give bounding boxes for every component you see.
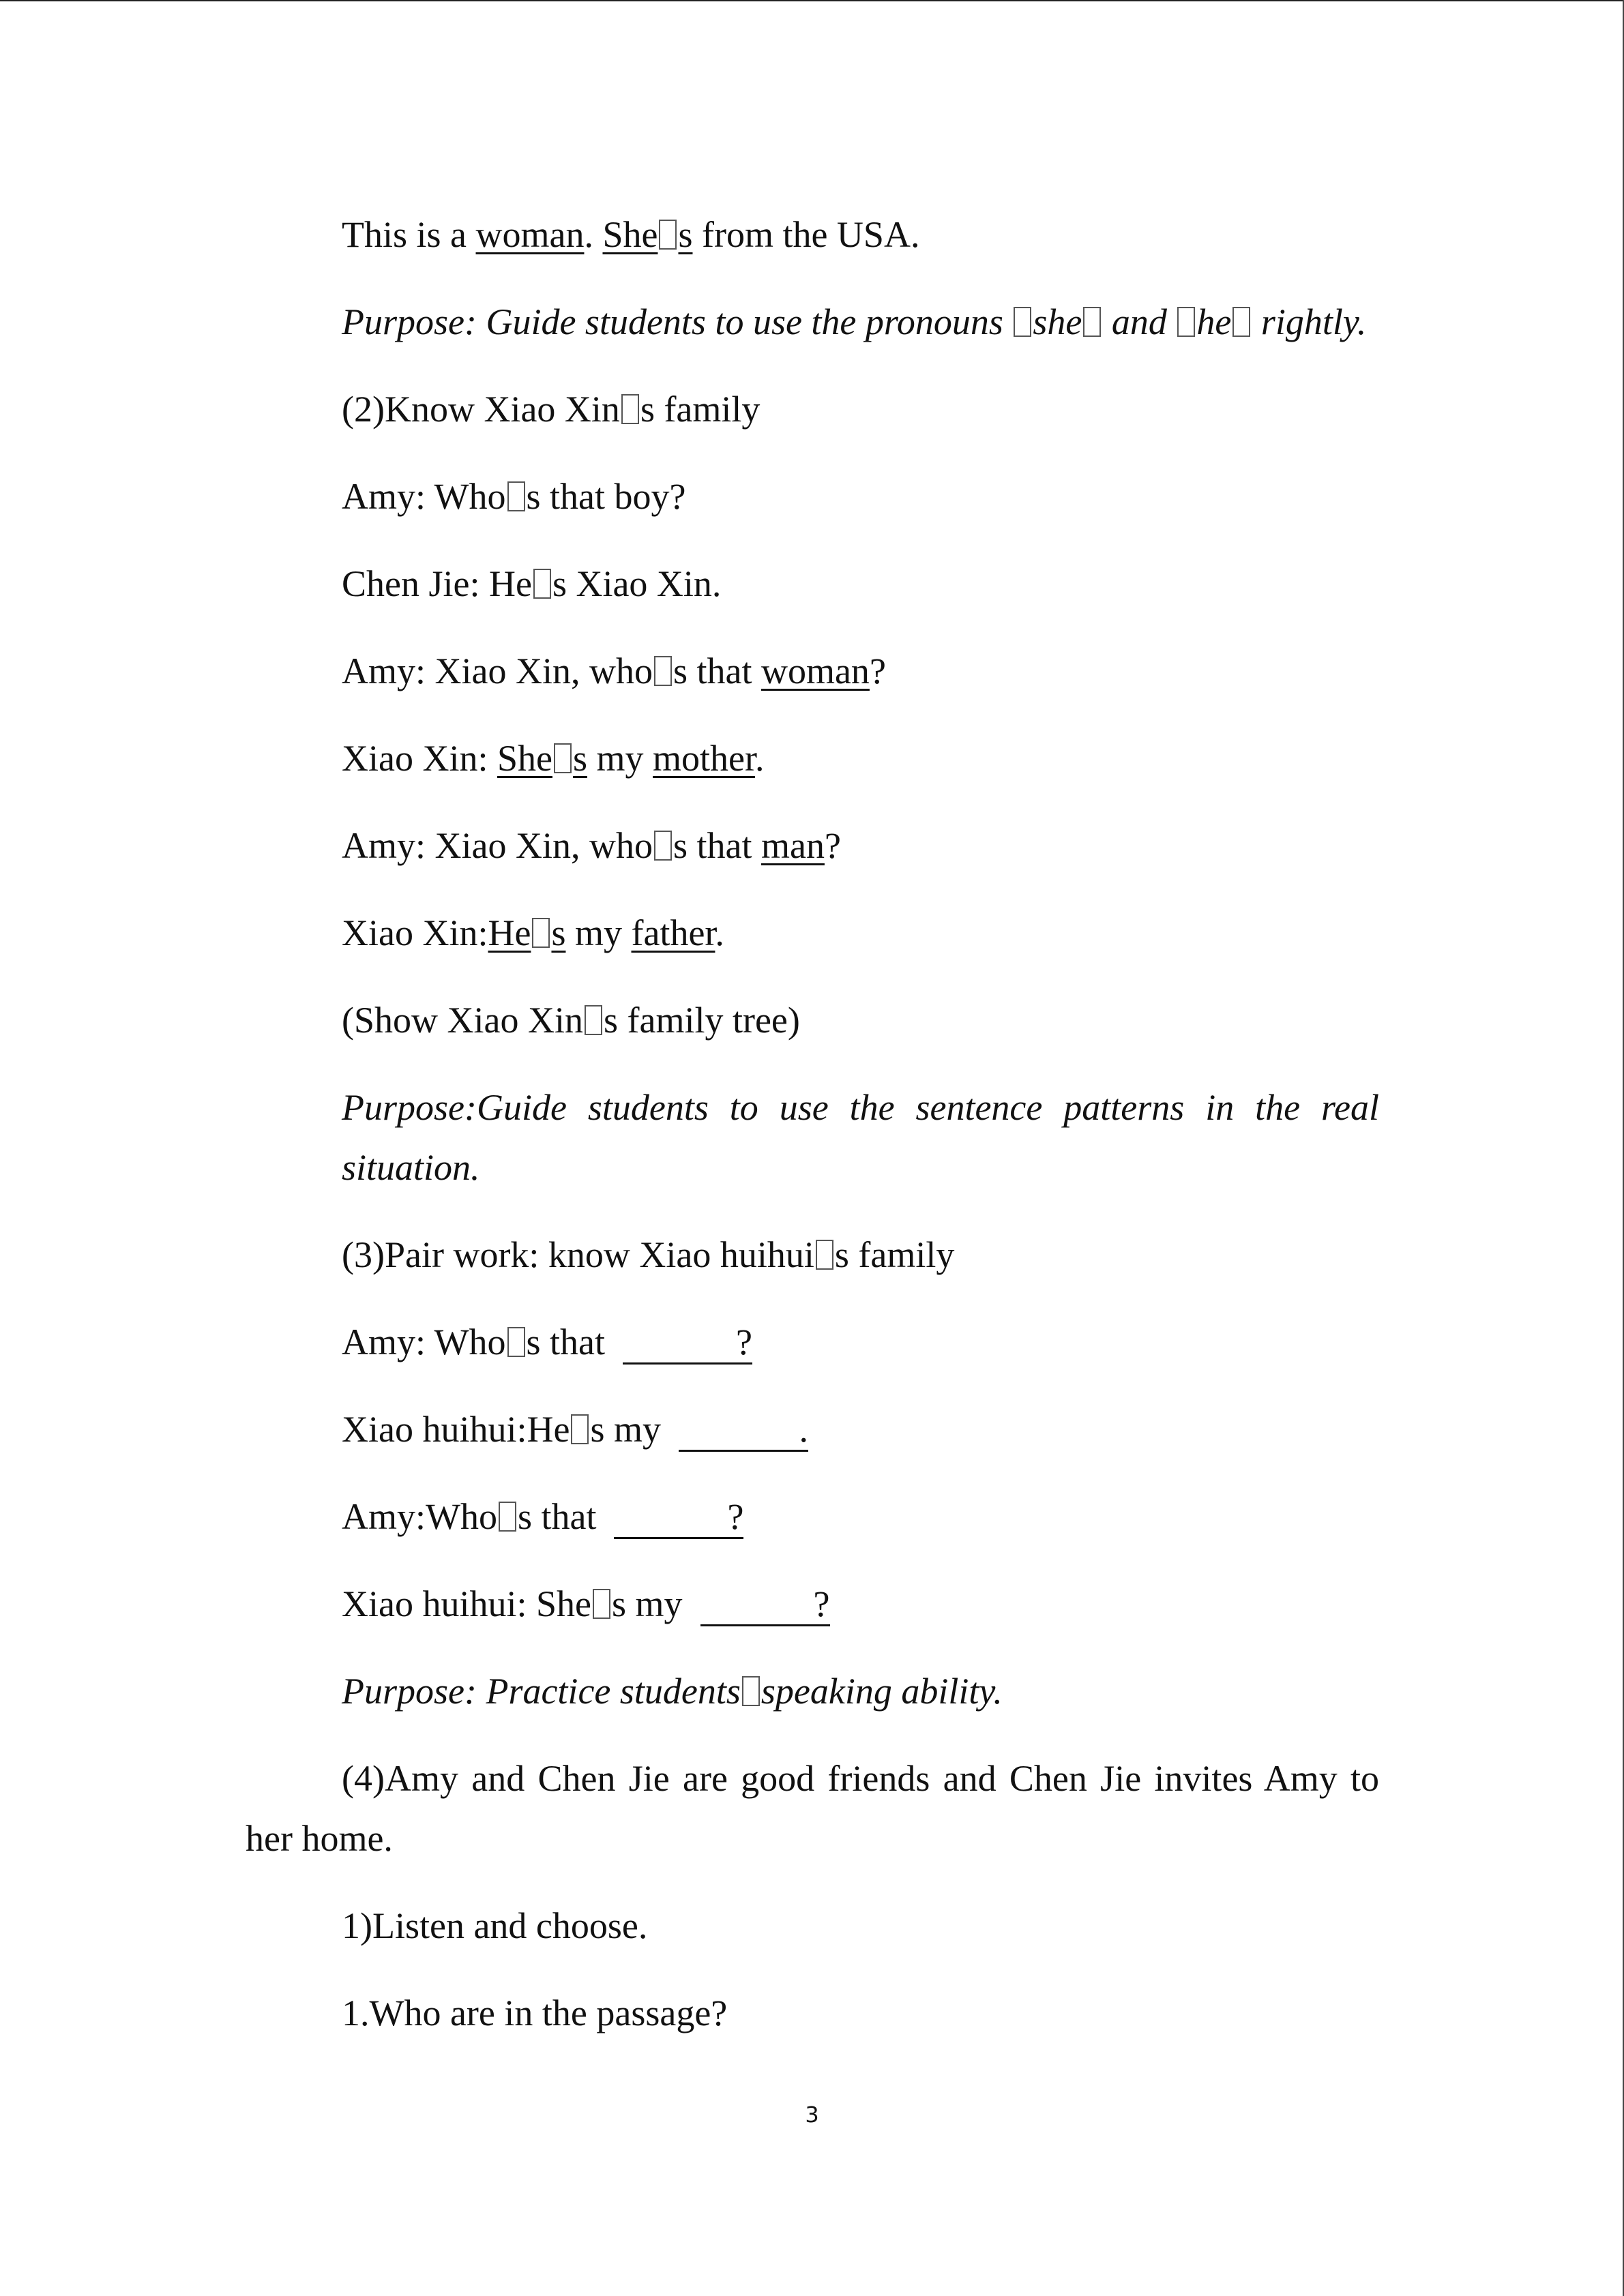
- missing-glyph-icon: [1083, 307, 1101, 337]
- show-family-tree: (Show Xiao Xin s family tree): [342, 1000, 800, 1041]
- dialogue-line: Xiao Xin:He s my father.: [342, 912, 724, 953]
- text: from the USA.: [692, 214, 920, 255]
- fill-in-blank: .: [679, 1409, 808, 1452]
- missing-glyph-icon: [621, 394, 639, 424]
- missing-glyph-icon: [507, 1327, 525, 1357]
- underlined-word: She s: [602, 214, 693, 255]
- missing-glyph-icon: [499, 1502, 516, 1532]
- underlined-word: woman: [475, 214, 585, 255]
- purpose-speaking-ability: Purpose: Practice students speaking ability.: [342, 1671, 1003, 1712]
- pair-work-line: Xiao huihui:He s my .: [246, 1399, 1379, 1459]
- fill-in-blank: ?: [614, 1496, 743, 1539]
- pair-work-line: Amy: Who s that ?: [246, 1312, 1379, 1372]
- missing-glyph-icon: [571, 1414, 589, 1444]
- top-border-line: [0, 0, 1624, 1]
- purpose-pronouns: Purpose: Guide students to use the pronouns she and he rightly.: [342, 301, 1367, 342]
- dialogue-line: Amy: Xiao Xin, who s that man?: [342, 825, 841, 866]
- missing-glyph-icon: [1177, 307, 1195, 337]
- listen-and-choose: 1)Listen and choose.: [342, 1905, 648, 1946]
- pair-work-line: Amy:Who s that ?: [246, 1487, 1379, 1547]
- question-1: 1.Who are in the passage?: [342, 1993, 728, 2033]
- missing-glyph-icon: [1014, 307, 1031, 337]
- text: .: [584, 214, 603, 255]
- underlined-word: man: [761, 825, 825, 866]
- missing-glyph-icon: [507, 481, 525, 511]
- missing-glyph-icon: [585, 1005, 602, 1035]
- dialogue-line: Amy: Xiao Xin, who s that woman?: [342, 651, 886, 691]
- dialogue-line: Amy: Who s that boy?: [342, 476, 686, 517]
- fill-in-blank: ?: [700, 1583, 830, 1626]
- purpose-sentence-patterns: Purpose:Guide students to use the sentence patterns in the real situation.: [342, 1087, 1379, 1188]
- document-page: [246, 205, 1379, 2070]
- text: This is a: [342, 214, 476, 255]
- heading-pair-work: (3)Pair work: know Xiao huihui s family: [342, 1234, 955, 1275]
- line-woman-usa: [246, 205, 1379, 265]
- dialogue-line: Xiao Xin: She s my mother.: [342, 738, 765, 779]
- missing-glyph-icon: [816, 1240, 833, 1270]
- missing-glyph-icon: [654, 656, 672, 686]
- missing-glyph-icon: [593, 1589, 610, 1619]
- dialogue-line: Chen Jie: He s Xiao Xin.: [342, 563, 722, 604]
- missing-glyph-icon: [1232, 307, 1250, 337]
- paragraph-invitation: (4)Amy and Chen Jie are good friends and Chen Jie invites Amy to her home.: [246, 1758, 1379, 1859]
- missing-glyph-icon: [532, 918, 550, 948]
- missing-glyph-icon: [654, 831, 672, 861]
- missing-glyph-icon: [533, 569, 551, 599]
- missing-glyph-icon: [554, 743, 572, 773]
- underlined-word: He s: [488, 912, 566, 953]
- pair-work-line: Xiao huihui: She s my ?: [246, 1574, 1379, 1634]
- underlined-word: woman: [761, 651, 870, 691]
- heading-know-xiao-xin-family: (2)Know Xiao Xin s family: [342, 389, 761, 430]
- underlined-word: She s: [497, 738, 587, 779]
- page-number: 3: [805, 2102, 819, 2128]
- fill-in-blank: ?: [623, 1322, 752, 1365]
- missing-glyph-icon: [742, 1676, 760, 1706]
- underlined-word: father: [631, 912, 715, 953]
- underlined-word: mother: [653, 738, 755, 779]
- missing-glyph-icon: [659, 220, 677, 250]
